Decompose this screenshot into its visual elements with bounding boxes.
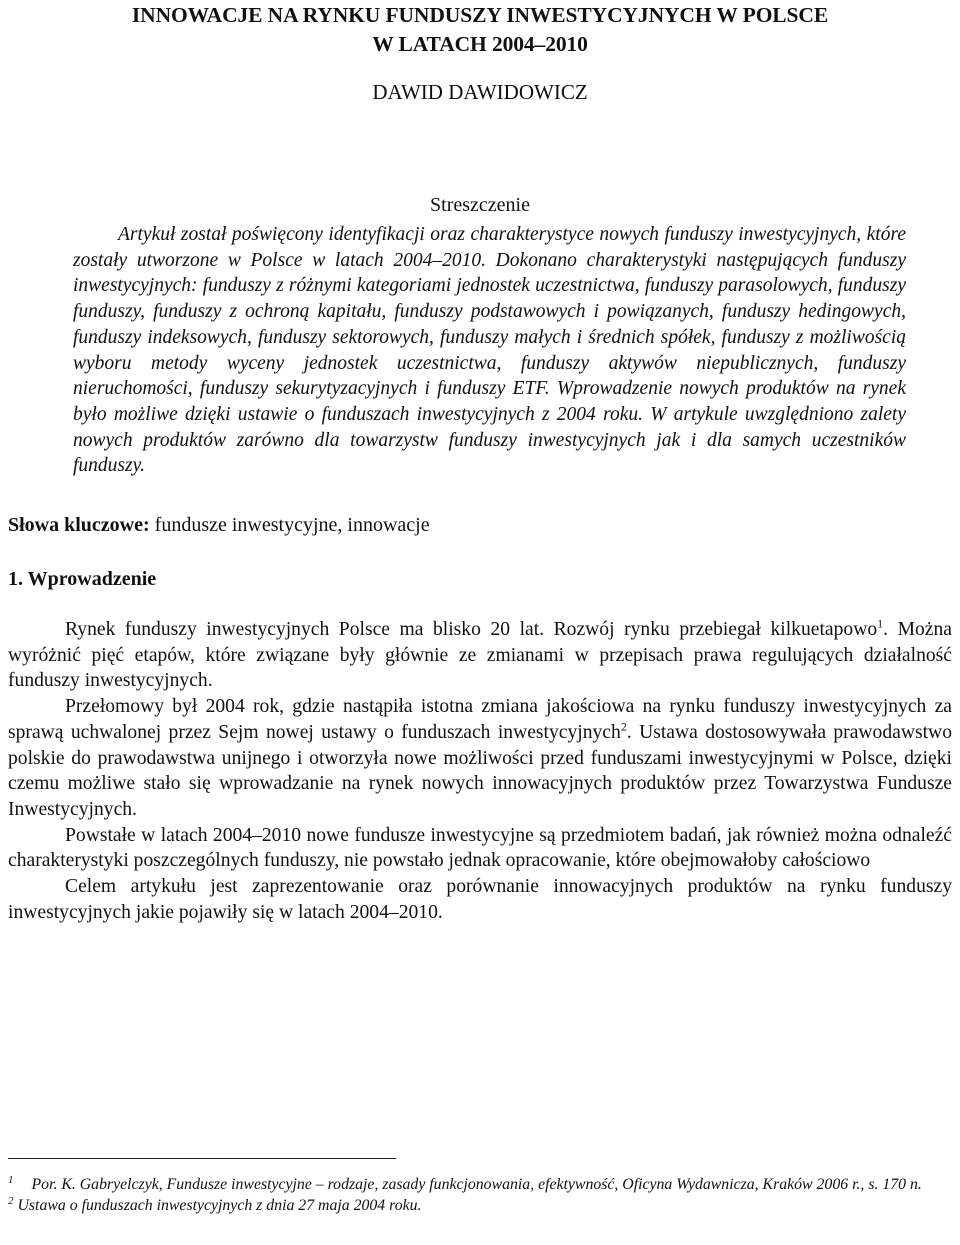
footnote-ref-2[interactable]: 2 xyxy=(620,719,627,734)
paragraph-1-text-b: . Można wyróżnić pięć etapów, które związane były głównie ze zmianami w przepisach prawa regulujących działalność funduszy inwestycyjnych. xyxy=(8,619,952,692)
footnote-2-text: Ustawa o funduszach inwestycyjnych z dnia 27 maja 2004 roku. xyxy=(17,1197,422,1214)
paragraph-1-text-a: Rynek funduszy inwestycyjnych Polsce ma blisko 20 lat. Rozwój rynku przebiegał kilkuetapowo xyxy=(65,619,878,641)
paragraph-4: Celem artykułu jest zaprezentowanie oraz porównanie innowacyjnych produktów na rynku funduszy inwestycyjnych jakie pojawiły się w latach 2004–2010. xyxy=(8,876,952,923)
footnote-ref-1[interactable]: 1 xyxy=(877,616,884,631)
title-line-1: INNOWACJE NA RYNKU FUNDUSZY INWESTYCYJNYCH W POLSCE xyxy=(131,3,829,27)
title-line-2: W LATACH 2004–2010 xyxy=(372,32,588,56)
footnote-1-number: 1 xyxy=(8,1173,14,1186)
section-heading: 1. Wprowadzenie xyxy=(8,568,157,591)
paragraph-2-text-b: . Ustawa dostosowywała prawodawstwo polskie do prawodawstwa unijnego i otworzyła nowe możliwości przed funduszami inwestycyjnymi w Polsce, dzięki czemu możliwe stało się wprowadzanie na rynek nowych innowacyjnych produktów przez Towarzystwa Fundusze Inwestycyjnych. xyxy=(8,721,953,820)
keywords-label: Słowa kluczowe: xyxy=(8,514,150,537)
article-title xyxy=(8,1,952,59)
paragraph-2 xyxy=(8,694,952,823)
author-name: DAWID DAWIDOWICZ xyxy=(372,80,588,104)
abstract-heading: Streszczenie xyxy=(430,194,530,216)
keywords-value: fundusze inwestycyjne, innowacje xyxy=(149,514,430,537)
paragraph-1 xyxy=(8,617,952,694)
footnotes xyxy=(8,1174,952,1216)
footnote-1 xyxy=(8,1174,952,1195)
keywords xyxy=(8,511,952,539)
footnote-2 xyxy=(8,1195,952,1216)
paragraph-3: Powstałe w latach 2004–2010 nowe fundusze inwestycyjne są przedmiotem badań, jak również można odnaleźć charakterystyki poszczególnych funduszy, nie powstało jednak opracowanie, które obejmowałoby całościowo xyxy=(8,824,952,872)
footnote-2-number: 2 xyxy=(8,1194,14,1207)
footnote-divider xyxy=(8,1158,396,1159)
article-page xyxy=(8,0,952,925)
abstract-text: Artykuł został poświęcony identyfikacji oraz charakterystyce nowych funduszy inwestycyjnych, które zostały utworzone w Polsce w latach 2004–2010. Dokonano charakterystyki następujących funduszy inwestycyjnych: funduszy z różnymi kategoriami jednostek uczestnictwa, funduszy parasolowych, funduszy funduszy, funduszy z ochroną kapitału, funduszy podstawowych i powiązanych, funduszy hedingowych, funduszy indeksowych, funduszy sektorowych, funduszy małych i średnich spółek, funduszy z możliwością wyboru metody wyceny jednostek uczestnictwa, funduszy aktywów niepublicznych, funduszy nieruchomości, funduszy sekurytyzacyjnych i funduszy ETF. Wprowadzenie nowych produktów na rynek było możliwe dzięki ustawie o funduszach inwestycyjnych z 2004 roku. W artykule uwzględniono zalety nowych produktów zarówno dla towarzystw funduszy inwestycyjnych jak i dla samych uczestników funduszy. xyxy=(73,224,906,477)
paragraph-2-text-a: Przełomowy był 2004 rok, gdzie nastąpiła istotna zmiana jakościowa na rynku funduszy inwestycyjnych za sprawą uchwalonej przez Sejm nowej ustawy o funduszach inwestycyjnych xyxy=(8,696,952,743)
footnote-1-text: Por. K. Gabryelczyk, Fundusze inwestycyjne – rodzaje, zasady funkcjonowania, efektywność, Oficyna Wydawnicza, Kraków 2006 r., s. 170 n. xyxy=(31,1176,922,1193)
